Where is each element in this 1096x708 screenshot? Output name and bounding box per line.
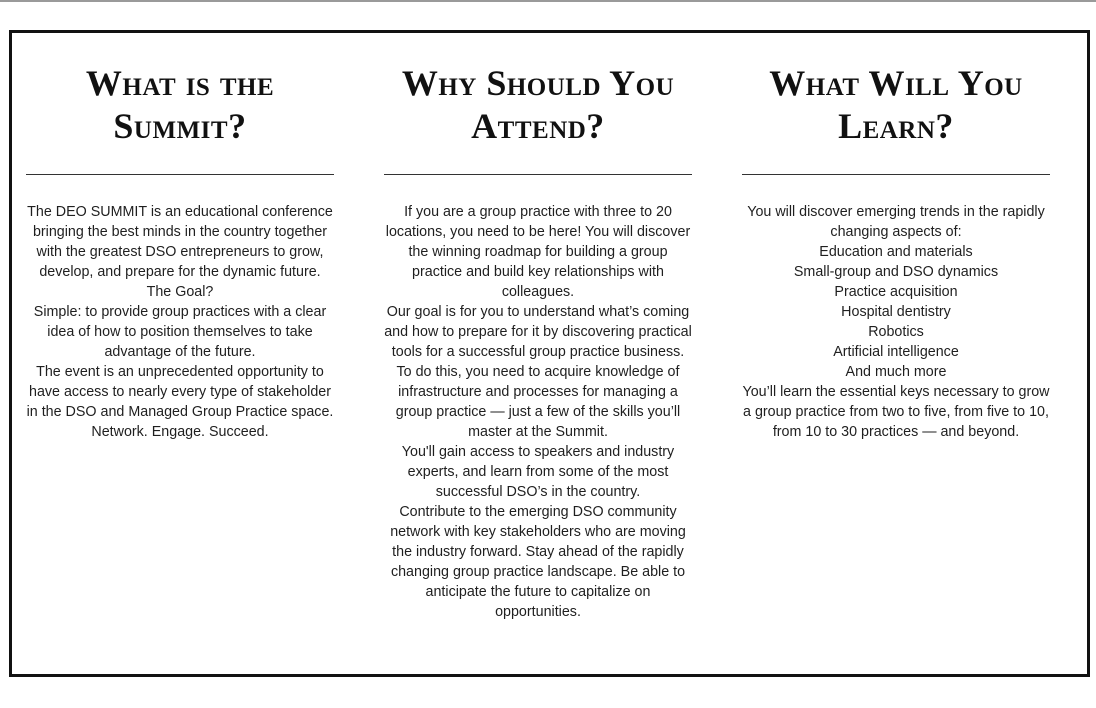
column-what-learn xyxy=(742,30,1050,442)
paragraph: Simple: to provide group practices with a clear idea of how to position themselves to take advantage of the future. xyxy=(33,304,327,360)
heading-what-is-summit xyxy=(26,30,334,148)
paragraph: Network. Engage. Succeed. xyxy=(91,424,269,440)
heading-line: Attend? xyxy=(471,106,605,146)
paragraph: The event is an unprecedented opportunity to have access to nearly every type of stakeholder in the DSO and Managed Group Practice space. xyxy=(26,364,334,420)
heading-why-attend xyxy=(384,30,692,148)
paragraph: The Goal? xyxy=(146,284,214,300)
paragraph: Our goal is for you to understand what’s coming and how to prepare for it by discovering practical tools for a successful group practice business. To do this, you need to acquire knowledge of infrastructure and processes for managing a group practice — just a few of the skills you’ll master at the Summit. xyxy=(384,304,692,440)
heading-line: Summit? xyxy=(113,106,247,146)
list-item: Education and materials xyxy=(819,244,973,260)
list-item: And much more xyxy=(845,364,947,380)
paragraph: If you are a group practice with three to 20 locations, you need to be here! You will discover the winning roadmap for building a group practice and build key relationships with colleagues. xyxy=(385,204,691,300)
column-what-is-summit xyxy=(26,30,334,442)
column-body xyxy=(742,202,1050,442)
list-item: Small-group and DSO dynamics xyxy=(793,264,999,280)
heading-rule xyxy=(26,174,334,175)
paragraph: Contribute to the emerging DSO community network with key stakeholders who are moving the industry forward. Stay ahead of the rapidly changing group practice landscape. Be able to anticipate the future to capitalize on opportunities. xyxy=(390,504,686,620)
list-item: Robotics xyxy=(868,324,924,340)
paragraph: The DEO SUMMIT is an educational conference bringing the best minds in the country together with the greatest DSO entrepreneurs to grow, develop, and prepare for the dynamic future. xyxy=(27,204,333,280)
list-item: Practice acquisition xyxy=(834,284,958,300)
paragraph: You will discover emerging trends in the rapidly changing aspects of: xyxy=(747,204,1045,240)
column-body xyxy=(26,202,334,442)
paragraph: You’ll learn the essential keys necessary to grow a group practice from two to five, from five to 10, from 10 to 30 practices — and beyond. xyxy=(742,384,1050,440)
column-body xyxy=(384,202,692,622)
column-why-attend xyxy=(384,30,692,622)
top-divider xyxy=(0,0,1096,2)
heading-line: Why Should You xyxy=(401,63,675,103)
list-item: Artificial intelligence xyxy=(833,344,959,360)
heading-line: Learn? xyxy=(838,106,954,146)
list-item: Hospital dentistry xyxy=(841,304,951,320)
heading-rule xyxy=(384,174,692,175)
heading-line: What Will You xyxy=(769,63,1023,103)
heading-line: What is the xyxy=(85,63,275,103)
heading-rule xyxy=(742,174,1050,175)
paragraph: You'll gain access to speakers and industry experts, and learn from some of the most successful DSO’s in the country. xyxy=(401,444,675,500)
heading-what-learn xyxy=(742,30,1050,148)
